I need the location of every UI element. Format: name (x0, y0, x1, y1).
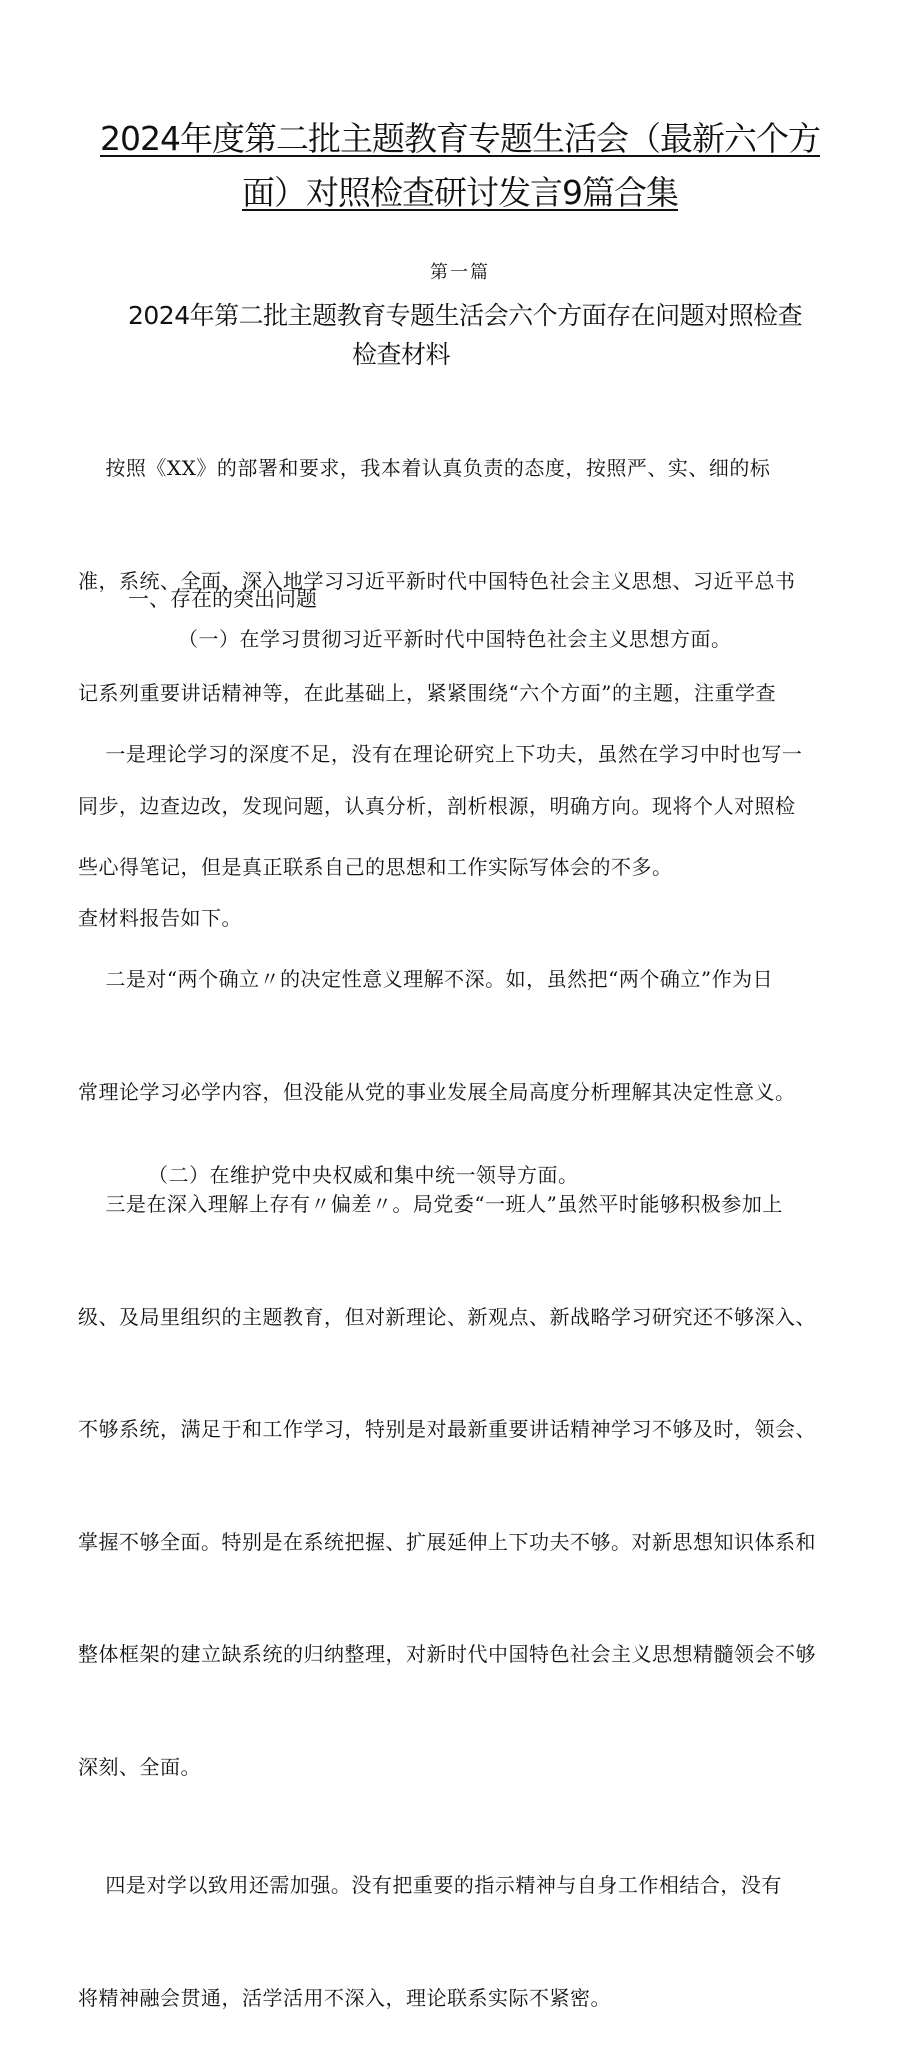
subsection-heading-1: （一）在学习贯彻习近平新时代中国特色社会主义思想方面。 (178, 627, 732, 651)
document-title (60, 112, 860, 220)
intro-line-2: 准，系统、全面、深入地学习习近平新时代中国特色社会主义思想、习近平总书 (78, 568, 796, 593)
section-heading: 一、存在的突出问题 (128, 587, 317, 611)
body-line-4: 常理论学习必学内容，但没能从党的事业发展全局高度分析理解其决定性意义。 (78, 1079, 796, 1104)
intro-line-5: 查材料报告如下。 (78, 906, 242, 930)
body-line-5: 三是在深入理解上存有〃偏差〃。局党委“一班人”虽然平时能够积极参加上 (78, 1192, 783, 1216)
body-line-8: 掌握不够全面。特别是在系统把握、扩展延伸上下功夫不够。对新思想知识体系和 (78, 1529, 816, 1554)
body-line-3: 二是对“两个确立〃的决定性意义理解不深。如，虽然把“两个确立”作为日 (78, 967, 774, 991)
title-line-1: 2024年度第二批主题教育专题生活会（最新六个方 (100, 119, 820, 158)
body-line-10: 深刻、全面。 (78, 1754, 201, 1779)
body-line-12: 将精神融会贯通，活学活用不深入，理论联系实际不紧密。 (78, 1985, 611, 2010)
intro-line-3: 记系列重要讲话精神等，在此基础上，紧紧围绕“六个方面”的主题，注重学查 (78, 681, 776, 705)
body-line-9: 整体框架的建立缺系统的归纳整理，对新时代中国特色社会主义思想精髓领会不够 (78, 1642, 816, 1666)
intro-line-1: 按照《XX》的部署和要求，我本着认真负责的态度，按照严、实、细的标 (78, 456, 771, 480)
part-label: 第一篇 (430, 262, 490, 283)
body-line-1: 一是理论学习的深度不足，没有在理论研究上下功夫，虽然在学习中时也写一 (78, 742, 803, 766)
body-paragraphs (78, 661, 858, 2055)
body-line-2: 些心得笔记，但是真正联系自己的思想和工作实际写体会的不多。 (78, 854, 673, 879)
title-line-2: 面）对照检查研讨发言9篇合集 (242, 173, 678, 212)
body-line-6: 级、及局里组织的主题教育，但对新理论、新观点、新战略学习研究还不够深入、 (78, 1304, 816, 1329)
subtitle-line-2: 检查材料 (352, 340, 451, 369)
body-line-7: 不够系统，满足于和工作学习，特别是对最新重要讲话精神学习不够及时，领会、 (78, 1417, 816, 1441)
subtitle-line-1: 2024年第二批主题教育专题生活会六个方面存在问题对照检查 (128, 301, 803, 330)
section-subtitle (100, 296, 880, 374)
subsection-heading-2: （二）在维护党中央权威和集中统一领导方面。 (148, 1163, 579, 1187)
intro-line-4: 同步，边查边改，发现问题，认真分析，剖析根源，明确方向。现将个人对照检 (78, 793, 796, 818)
body-line-11: 四是对学以致用还需加强。没有把重要的指示精神与自身工作相结合，没有 (78, 1873, 782, 1897)
